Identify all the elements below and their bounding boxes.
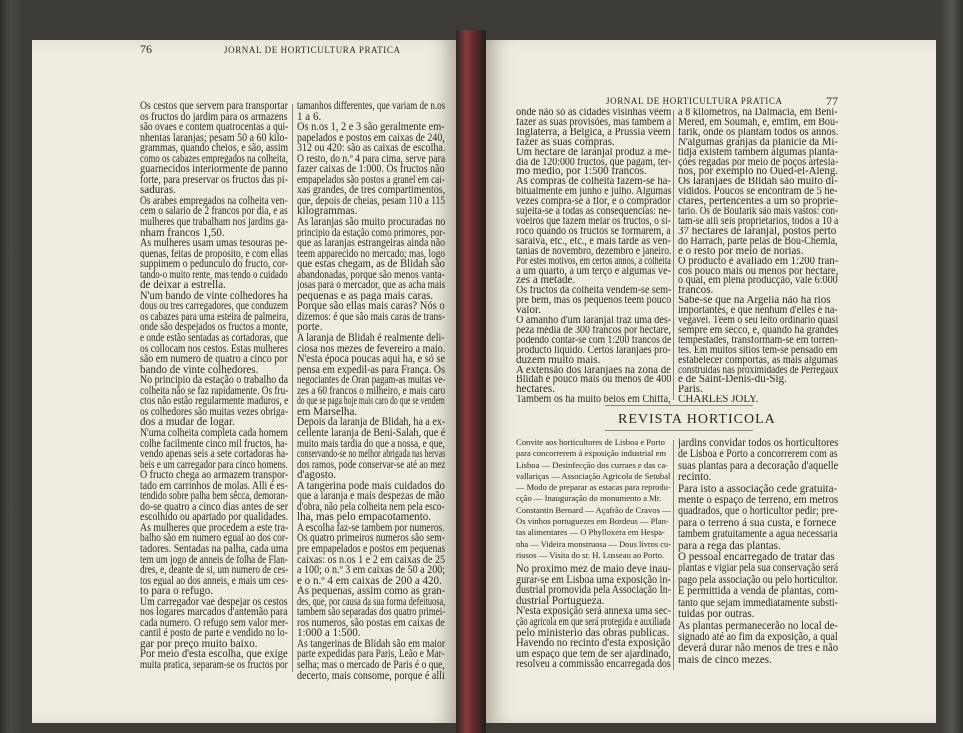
summary-line: Convite aos horticultores de Lisboa e Porto (516, 437, 665, 447)
text-line: balho são em numero egual ao dos cor- (140, 533, 288, 544)
text-line: mais de cinco mezes. (678, 654, 772, 666)
text-line: Para isto a associação cede gratuita- (678, 483, 838, 495)
text-line: os fructos do jardim para os armazens (140, 111, 288, 123)
text-line: grammas, quando cheios, e são, assim (140, 143, 288, 154)
text-line: selha; mas o mercado de Paris é o que, (297, 659, 445, 671)
text-line: to para o refugo. (140, 586, 214, 597)
text-line: N'esta exposição será annexa uma sec- (516, 606, 671, 617)
text-line: Inglaterra, a Belgica, a Prussia vêem (516, 127, 671, 138)
text-line: des, que, por causa da sua forma defeituosa, (297, 596, 445, 608)
text-line: No principio da estação o trabalho da (140, 375, 288, 386)
text-line: que a laranja e mais despezas de mão (297, 491, 445, 502)
text-line: voeiros que fazem melar os fructos, o si- (516, 216, 671, 227)
text-line: Por estes motivos, em certos annos, a colheita (516, 256, 671, 267)
text-line: o qual, em plena producção, vale 6:000 (678, 276, 838, 287)
text-line: e o resto por meio de norias. (678, 246, 804, 257)
text-line: os collocam nos cestos. Estas mulheres (140, 343, 288, 355)
text-line: ção agricola em que será protegida e auxiliada (516, 616, 671, 628)
text-line: roco quando os fructos se formarem, a (516, 226, 671, 237)
text-line: tempestades, transformam-se em torren- (678, 335, 838, 346)
text-line: os colhedores são muitas vezes obriga- (140, 406, 288, 418)
text-line: d'agosto. (297, 470, 337, 481)
text-line: suas plantas para a decoração d'aquelle (678, 460, 838, 472)
left-column-1 (140, 101, 288, 671)
text-line: nham francos 1,50. (140, 227, 225, 239)
text-line: A extensão dos laranjaes na zona de (516, 365, 671, 376)
left-running-head: JORNAL DE HORTICULTURA PRATICA (224, 45, 401, 55)
text-line: tambem gratuitamente a agua necessaria (678, 529, 838, 541)
text-line: pago pela associação ou pelo horticultor. (678, 574, 838, 586)
text-line: Havendo no recinto d'esta exposição (516, 638, 671, 649)
text-line: tambem são separadas dos quatro primei- (297, 607, 445, 618)
text-line: gar por preço muito baixo. (140, 638, 258, 650)
text-line: Os laranjaes de Blidah são muito di- (678, 177, 838, 188)
text-line: tado em carrinhos de molas. Alli é es- (140, 480, 288, 492)
text-line: Os quatro primeiros numeros são sem- (297, 533, 445, 544)
text-line: Um hectare de laranjal produz a mé- (516, 147, 671, 158)
text-line: mo medio, por 1:500 francos. (516, 167, 647, 178)
text-line: estabelecer comportas, as mais algumas (678, 355, 838, 366)
text-line: vendo apenas seis a sete cortadoras ha- (140, 449, 288, 460)
text-line: colheita não se faz rapidamente. Os fru- (140, 385, 288, 397)
text-line: tidja existem tambem algumas planta- (678, 147, 838, 158)
text-line: fazer caixas de 1:000. Os fructos não (297, 164, 445, 175)
summary-line: — Modo de preparar as estacas para reprodu- (516, 482, 671, 493)
right-page-number: 77 (826, 94, 838, 108)
text-line: muito mais tardia do que a nossa, e que, (297, 438, 445, 450)
text-line: A escolha faz-se tambem por numeros. (297, 522, 445, 534)
text-line: zes a 60 francos o milheiro, e mais caro (297, 385, 445, 397)
text-line: construidas nas proximidades de Perregaux (678, 365, 838, 376)
text-line: cellente laranja de Beni-Salah, que é (297, 427, 445, 439)
summary-line: para concorrerem á exposição industrial em (516, 448, 667, 459)
text-line: tem um jogo de anneis de folha de Flan- (140, 554, 288, 566)
text-line: ros numeros, são postas em caixas de (297, 617, 445, 629)
text-line: ctos não estão regularmente maduros, e (140, 396, 288, 407)
text-line: vididos. Poucos se encontram de 5 he- (678, 187, 838, 198)
text-line: suppimem o pedunculo do fructo, cor- (140, 259, 288, 270)
text-line: A tangerina pode mais cuidados do (297, 480, 445, 492)
text-line: tario. Os de Boufarik são mais vastos: con- (678, 207, 838, 217)
text-line: que estas chegam, as de Blidah são (297, 259, 445, 270)
text-line: 1:000 a 1:500. (297, 628, 361, 639)
text-line: onde não só as cidades visinhas vêem (516, 108, 671, 118)
text-line: 37 hectares de laranjal, postos perto (678, 226, 837, 237)
summary-line: nha — Videira monstruosa — Dous livros cu- (516, 538, 671, 549)
text-line: tam-se alli seis proprietarios, todos a 10 a (678, 216, 838, 227)
right-running-head: JORNAL DE HORTICULTURA PRATICA (606, 96, 783, 106)
text-line: e onde estão sentadas as cortadoras, que (140, 333, 288, 344)
right-column-1 (516, 108, 671, 405)
text-line: sempre em sêcco, e, quando ha grandes (678, 325, 838, 336)
summary-line: Lisboa — Desinfecção dos curraes e das ca- (516, 459, 668, 470)
text-line: No proximo mez de maio deve inau- (516, 564, 671, 575)
text-line: tos egual ao dos anneis, e mais um ces- (140, 575, 288, 587)
column-divider (673, 110, 674, 400)
text-line: quadrados, que o horticultor pedir; pre- (678, 506, 838, 518)
text-line: As mulheres que procedem a este tra- (140, 522, 288, 534)
text-line: Blidah é pouco mais ou menos de 400 (516, 375, 671, 386)
text-line: nhentas laranjas; pesam 50 a 60 kilo- (140, 132, 288, 144)
text-line: de deixar a estrella. (140, 280, 226, 291)
text-line: resolveu a commissão encarregada dos (516, 659, 671, 670)
text-line: kilogrammas. (297, 206, 358, 218)
text-line: francos. (678, 286, 714, 297)
text-line: As laranjas são muito procuradas no (297, 217, 445, 228)
text-line: em Marselha. (297, 406, 358, 418)
text-line: Depois da laranja de Blidah, ha a ex- (297, 417, 445, 428)
text-line: producto liquido. Certos laranjaes pro- (516, 345, 671, 356)
text-line: quenas, feitas de proposito, e com ellas (140, 248, 288, 260)
text-line: tando-o muito rente, mas tendo o cuidado (140, 269, 288, 281)
text-line: do que se paga hoje mais caro do que se vendem (297, 396, 445, 407)
text-line: zes a metade. (516, 276, 576, 287)
text-line: tes. Em muitos sitios tem-se pensado em (678, 345, 838, 356)
section-title: REVISTA HORTICOLA (618, 412, 776, 427)
text-line: lha, mas pelo empacotamento. (297, 512, 432, 523)
text-line: peza média de 300 francos por hectare, (516, 325, 671, 336)
text-line: Tambem os ha muito belos em Chiffa, (516, 395, 671, 406)
text-line: fazer as suas compras. (516, 137, 615, 148)
text-line: tuidas por outras. (678, 609, 755, 621)
text-line: N'uma colheita completa cada homem (140, 427, 288, 439)
text-line: abandonadas, porque são menos vanta- (297, 269, 445, 281)
text-line: os cabazes para uma esteira de palmeira, (140, 311, 288, 323)
text-line: O resto, do n.º 4 para cima, serve para (297, 153, 445, 165)
summary-line: Os vinhos portuguezes em Bordeus — Plan- (516, 516, 669, 527)
text-line: são em numero de quatro a cinco por (140, 354, 288, 365)
text-line: saduras. (140, 185, 176, 196)
text-line: d'obra, não pela colheita nem pela esco- (297, 501, 445, 513)
text-line: que, depois de cheias, pesam 110 a 115 (297, 195, 445, 207)
text-line: ctares, pertencentes a um só proprie- (678, 197, 838, 208)
text-line: gurar-se em Lisboa uma exposição in- (516, 574, 671, 586)
text-line: um espaço que tem de ser ajardinado, (516, 648, 671, 660)
text-line: como os cabazes empregados na colheita, (140, 153, 288, 165)
text-line: pre bem, mas os pequenos teem pouco (516, 296, 671, 307)
text-line: O amanho d'um laranjal traz uma des- (516, 316, 671, 326)
text-line: vegavel. Têem o seu leito ordinario quasi (678, 316, 838, 326)
text-line: para o terreno á sua custa, e fornece (678, 517, 837, 529)
text-line: nos logares marcados d'antemão para (140, 607, 288, 618)
text-line: de Lisboa e Porto a concorrerem com as (678, 449, 838, 461)
text-line: fazer as suas provisões, mas tambem a (516, 117, 671, 128)
text-line: escolhido ou apartado por qualidades. (140, 512, 288, 523)
text-line: plantas e vigiar pela sua conservação será (678, 563, 838, 575)
text-line: importantes, e que nenhum d'elles é na- (678, 306, 838, 317)
text-line: As pequenas, assim como as gran- (297, 586, 445, 597)
text-line: bando de vinte colhedores. (140, 364, 259, 376)
left-column-2 (297, 101, 445, 681)
text-line: mente o espaço de terreno, em metros (678, 495, 838, 507)
text-line: ciosa nos mezes de fevereiro a maio. (297, 343, 445, 355)
text-line: mulheres que trabalham nos jardins ga- (140, 217, 288, 228)
text-line: ções regadas por meio de poços artesia- (678, 157, 838, 168)
text-line: dos ramos, pode conservar-se até ao mez (297, 459, 445, 471)
text-line: cantil é posto de parte e vendido no lo- (140, 628, 288, 639)
text-line: O producto é avaliado em 1:200 fran- (678, 256, 838, 267)
text-line: tadores. Sentadas na palha, cada uma (140, 543, 288, 555)
text-line: É permittida a venda de plantas, com- (678, 586, 838, 598)
text-line: tamanhos differentes, que variam de n.os (297, 101, 445, 112)
text-line: muita pratica, separam-se os fructos por (140, 659, 288, 671)
text-line: dia de 120:000 fructos, que pagam, ter- (516, 157, 671, 168)
text-line: onde são despejados os fructos a monte, (140, 322, 288, 334)
text-line: podendo contar-se com 1:200 francos de (516, 335, 671, 346)
section-summary (516, 437, 671, 561)
text-line: teem apparecido no mercado; mas, logo (297, 248, 445, 260)
text-line: para a rega das plantas. (678, 540, 781, 552)
text-line: N'esta época poucas aqui ha, e só se (297, 354, 445, 365)
text-line: tanias de novembro, dezembro e janeiro. (516, 246, 671, 257)
right-bottom-column-2 (678, 438, 838, 666)
summary-line: cção — Inauguração do monumento a Mr. (516, 493, 662, 504)
text-line: Por meio d'esta escolha, que exige (140, 649, 288, 660)
text-line: que as laranjas estrangeiras ainda não (297, 238, 445, 249)
text-line: dustrial promovida pela Associação In- (516, 585, 671, 596)
text-line: Sabe-se que na Argelia não ha rios (678, 296, 831, 307)
text-line: Porque são ellas mais caras? Nós o (297, 301, 445, 312)
text-line: farik, onde os plantam todos os annos. (678, 127, 838, 138)
text-line: As plantas permanecerão no local de- (678, 620, 838, 632)
text-line: caixas: os n.os 1 e 2 em caixas de 25 (297, 554, 445, 566)
text-line: e o n.º 4 em caixas de 200 a 420. (297, 575, 442, 587)
summary-line: Constantin Bernard — Açafrão de Cravos — (516, 504, 671, 515)
text-line: decerto, mais consome, porque é alli (297, 670, 445, 682)
text-line: dizemos: é que são mais caras de trans- (297, 311, 445, 323)
text-line: O fructo chega ao armazem transpor- (140, 470, 288, 481)
text-line: pre empapelados e postos em pequenas (297, 543, 445, 555)
text-line: guarnecidos interiormente de panno (140, 164, 288, 175)
text-line: cada numero. O refugo sem valor mer- (140, 617, 288, 629)
left-page-number: 76 (140, 42, 152, 56)
text-line: dos a mudar de logar. (140, 417, 235, 428)
column-divider (673, 440, 674, 670)
text-line: pequenas e as paga mais caras. (297, 290, 434, 302)
text-line: CHARLES JOLY. (678, 395, 759, 406)
text-line: vezes compra-se á flor, e o comprador (516, 197, 671, 208)
text-line: Paris. (678, 385, 703, 396)
text-line: O pessoal encarregado de tratar das (678, 552, 835, 564)
text-line: dres, e, deante de si, um numero de ces- (140, 565, 288, 576)
text-line: empapelados são postos a granel em cai- (297, 174, 445, 186)
column-divider (292, 104, 293, 672)
text-line: do Harrach, parte pelas de Bou-Chemla, (678, 236, 838, 247)
text-line: Os cestos que servem para transportar (140, 101, 288, 112)
text-line: hectares. (516, 385, 555, 396)
text-line: tendido sobre palha bem sêcca, demoran- (140, 491, 288, 502)
text-line: As compras de colheita fazem-se ha- (516, 177, 671, 188)
text-line: xas grandes, de tres compartimentos, (297, 185, 445, 196)
text-line: josas para o mercador, que as acha mais (297, 280, 445, 291)
text-line: jardins convidar todos os horticultores (678, 438, 838, 449)
text-line: dous ou tres carregadores, que conduzem (140, 301, 288, 312)
text-line: tanto que sejam immediatamente substi- (678, 597, 838, 609)
text-line: duzem muito mais. (516, 355, 601, 366)
text-line: Os n.os 1, 2 e 3 são geralmente em- (297, 122, 445, 133)
text-line: As tangerinas de Blidah são em maior (297, 638, 445, 650)
right-bottom-column-1 (516, 564, 671, 670)
right-column-2 (678, 108, 838, 405)
text-line: bitualmente em junho e julho. Algumas (516, 187, 671, 198)
text-line: papelados e postos em caixas de 240, (297, 132, 445, 144)
text-line: Mered, em Soumah, e, emfim, em Bou- (678, 117, 838, 128)
text-line: porte. (297, 322, 323, 334)
text-line: beis e um carregador para cinco homens. (140, 459, 288, 471)
text-line: sujeita-se a todas as consequencias: ne- (516, 207, 671, 217)
text-line: pensa em expedil-as para França. Os (297, 364, 445, 376)
text-line: valor. (516, 306, 541, 317)
summary-line: riosos — Visita do sr. H. Lusseau ao Porto. (516, 549, 665, 560)
text-line: saraiva, etc., etc., e mais tarde as ven- (516, 236, 671, 247)
text-line: N'um bando de vinte colhedores ha (140, 290, 288, 302)
text-line: principio da estação como primores, por- (297, 227, 445, 239)
text-line: são ovaes e contem quatrocentas a qui- (140, 122, 288, 133)
text-line: signado até ao fim da exposição, a qual (678, 631, 838, 643)
text-line: a 8 kilometros, na Dalmacia, em Beni- (678, 108, 838, 118)
text-line: a um quarto, a um terço e algumas ve- (516, 266, 671, 277)
text-line: a 100; o n.º 3 em caixas de 50 a 200; (297, 565, 445, 576)
text-line: dustrial Portugueza. (516, 595, 605, 607)
text-line: cem o salario de 2 francos por dia, e as (140, 206, 288, 218)
book-gutter (456, 30, 486, 733)
text-line: N'algumas granjas da planicie da Mi- (678, 137, 838, 148)
text-line: colhe facilmente cinco mil fructos, ha- (140, 438, 288, 450)
summary-line: vallariças — Associação Agricola de Setubal (516, 470, 671, 481)
summary-line: tas alimentares — O Phylloxera em Hespa- (516, 527, 665, 538)
text-line: conservando-se no melhor abrigada nas hervas (297, 449, 445, 460)
text-line: As mulheres usam umas tesouras pe- (140, 238, 288, 249)
text-line: forte, para preservar os fructos das pi- (140, 174, 288, 186)
text-line: e de Saint-Denis-du-Sig. (678, 375, 787, 386)
text-line: Um carregador vae despejar os cestos (140, 596, 288, 608)
text-line: negociantes de Oran pagam-as muitas ve- (297, 375, 445, 386)
text-line: recinto. (678, 472, 712, 484)
text-line: Os fructos da colheita vendem-se sem- (516, 286, 671, 297)
text-line: parte expedidas para Paris, Leão e Mar- (297, 649, 445, 660)
text-line: deverá durar não menos de tres e não (678, 643, 838, 655)
text-line: Os arabes empregados na colheita ven- (140, 195, 288, 207)
text-line: A laranja de Blidah é realmente deli- (297, 333, 445, 344)
text-line: 1 a 6. (297, 111, 322, 123)
text-line: nos, por exemplo no Oued-el-Aleng. (678, 167, 838, 178)
text-line: do-se quatro a cinco dias antes de ser (140, 501, 288, 513)
text-line: cos pouco mais ou menos por hectare, (678, 266, 838, 277)
text-line: 312 ou 420: são as caixas de escolha. (297, 143, 445, 154)
text-line: pelo ministerio das obras publicas. (516, 627, 670, 639)
